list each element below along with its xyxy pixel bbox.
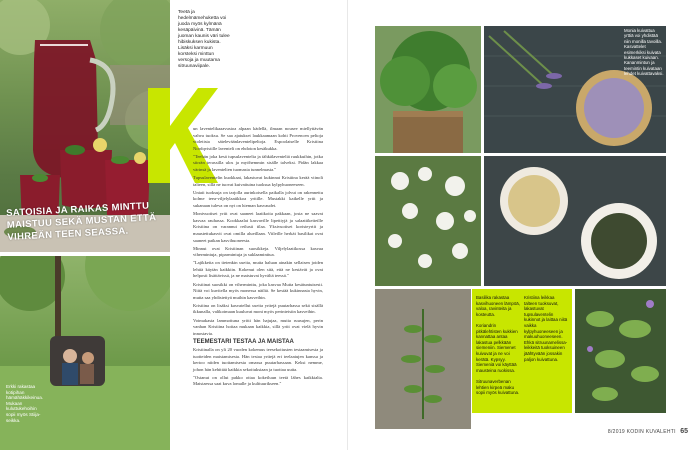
footer xyxy=(600,428,688,435)
paragraph: Tupsulaventelin kuokkaat, lakastuvat kukinnat Kristiina kerää viinoli talteen, sillä ne tuovat kuivattuina tuoksua kylpyhuoneeseen. xyxy=(193,175,323,187)
page-number: 65 xyxy=(680,428,688,435)
people-caption: Erkki rakastaa kotipihan hämähäkkikeinua. Mukaan kuluttukehoihin sopii myös Stiija-seikka. xyxy=(6,384,44,423)
dried-herbs-photo xyxy=(484,156,666,286)
paragraph: Voimakasta lammottuna yritti hän hajujaa, mutta ruusujen, perin vanhan Kristiina hoitaa mukaan kaikkia, sillä yrtit ovat vielä hyvin innostavia. xyxy=(193,317,323,336)
paragraph: Minnut ovat Kristiinan suosikkeja. Viljelylaatikossa kasvaa vihermintuja, piparmintuja ja suklaaminttua. xyxy=(193,245,323,258)
footer-magazine: 8/2019 KODIN KUVALEHTI xyxy=(607,429,676,435)
herb-plant-illustration xyxy=(375,289,471,429)
info-box-col2: Kristiina leikkaa talteen tuoksuvat, lakastuvat tupsulaventelin kukinnot ja laittaa niitä vaikka kylpyhuoneeseen ja makuuhuoneeseen. Ehkä sitruunamelissa-leikkeitä tuoksuineen jäähtyvään jossakin paljon kuivattuna. xyxy=(524,295,568,362)
mint-plant-illustration xyxy=(575,289,666,413)
potted-herbs-illustration xyxy=(375,26,481,153)
coriander-illustration xyxy=(375,156,481,286)
mint-plant-photo xyxy=(575,289,666,413)
paragraph: Uniaii tuoksuja on tarjolla aurinkoisella paikalla jolvut on rakennettu kolme teea-viljelylaatikkoa yrttille. Mustakki kaikelle yrtit ja sukanaan tuleva on nyt on hieman kasvaudet. xyxy=(193,189,323,209)
herb-plant-photo xyxy=(375,289,471,429)
article-body xyxy=(193,126,323,389)
pull-quote-text: SATOISIA JA RAIKAS MINTTU MAISTUU SEKÄ MUSTAN ETTÄ VIHREÄN TEEN SEASSA. xyxy=(6,200,157,243)
paragraph: "Lajikkeita on tietenkin useita, mutta haluan ainakin sellaisen joiden lehtiä käytän kaikkiin. Kokenut olen sitä, että ne kestävät ja ovat helposti lisättävissä, ja ne maistuvat hyvältä teessä." xyxy=(193,260,323,279)
info-box xyxy=(472,289,572,413)
paragraph: Kristiinat suosikki on viherminttu, joka kasvaa Mutta kesätuntuisesti. Niitä voi kuvitella myös monessa näiltä. Se kestää kukinnasta hyvin, mutta saa yhdistettyä muihin kasveihin. xyxy=(193,281,323,300)
info-box-col1: Basilika rakastaa kasvihuoneen lämpöä, valoa, ravinteita ja kosteutta. Koriandrin pitkälehtisten kukkien kannattaa antaa lakastua pelkkään siemeniin. Siemenet kuivuvat ja ne voi kerätä. Kypsyy. Siemeniä voi käyttää mausteina ruokissa. Sitruunaverbenan lehtien kirpeä maku sopii myös kuivattuna. xyxy=(476,295,520,396)
pull-quote xyxy=(6,200,171,244)
subheading: TEEMESTARI TESTAA JA MAISTAA xyxy=(193,339,294,346)
paragraph: Kristiinalla on yli 20 vuoden kokemus teesekoitusten testaamisesta ja tuotteiden maistamisesta. Hän testaa yrttejä eri teelaatujen kanssa ja kertoo niiden tuottamisesta omassa puutarhassaan. Keksi nemme, johon hän kehittää kaikkia sekoituksiaan ja tuottaa uutta. xyxy=(193,346,323,372)
coriander-flowers-photo xyxy=(375,156,481,286)
drinks-caption: Teetä ja hedelmämehuketta voi juoda myös kylmänä kesäpäivinä. Tämän juoman kaunis väri tulee hibiskuksen kukista. Lisäksi karmuun korsteksi minttun versoja ja muutama sitruunaviipale. xyxy=(178,10,230,69)
lavender-caption: Monia kuivattua yrttiä voi yhdistää niin monilla tavoilla. Kasvattelet esimerkiksi kuivata kukkaset kuivaan. Kananmintun ja teemintin kuivataan lehdet kuivattavaksi. xyxy=(624,28,664,77)
paragraph: un laventelikaaavustoa alpaan kädellä, ilmaan nousee miellyttävän vahva tuoksu. Se saa ajatukset laukkaamaan kohti Provencen peltoja violetista säteleväänlaventelipeltoja. Espoolaiselle Kristiina Nordqvistille laventeli on ehdoton kesäkukka. xyxy=(193,126,323,151)
paragraph: "Ostanut on ollut pakko ottaa kokeiluun teetä lähes kaikkialta. Maistaessa saat kuva lomalle ja kulttuurikseen." xyxy=(193,374,323,387)
paragraph: Monivuotiset yrtit ovat saaneet laatikoita pakkaan, josta ne saavat kasvaa rauhassa. Kookkaalat kasvaville lipettiyjä ja salaattikeiteille Kristiina on varannut reilusti tilaa. Yksivuotiset koristeyrtit ja maustettukasvit ovat omilla alueillaan. Viileille herkät basilikat ovat saaneet paikan kasvihuoneesta. xyxy=(193,211,323,243)
paragraph: Kristiina on lisäksi kasvatellut useita yrttejä puutarhassa sekä sisällä ikkunalla, valikoimaan kuuluvat moni myös perinteisiin kasveihin. xyxy=(193,302,323,315)
page-gutter xyxy=(347,0,348,450)
dried-herbs-illustration xyxy=(484,156,666,286)
potted-herbs-photo xyxy=(375,26,481,153)
paragraph: "Teehän joka kesä tupsulaventelia ja tähkälaventeliä ruukkuihin, jotka siirrän terassilla ulos ja myöhemmin sisälle talveksi. Pidän lakkaa värinsä ja laventelien tuomasta tunnelmasta." xyxy=(193,153,323,173)
